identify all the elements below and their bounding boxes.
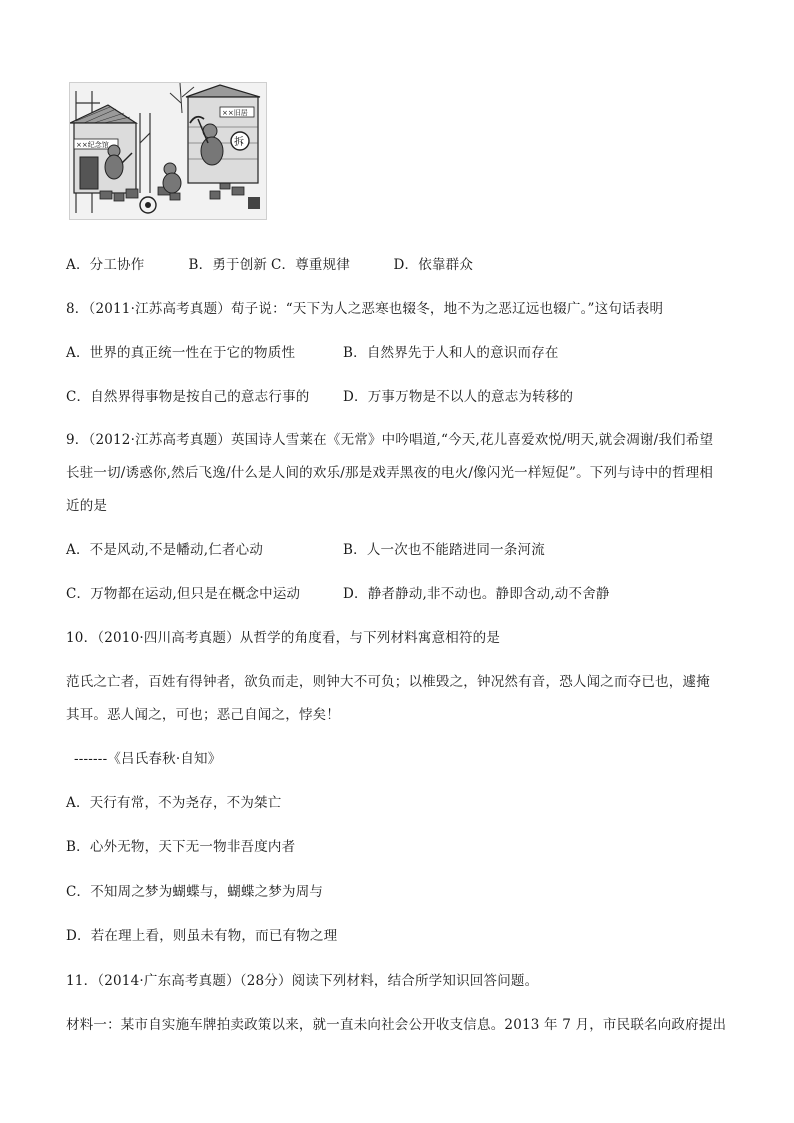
q8-option-d[interactable]: D．万事万物是不以人的意志为转移的 [343, 389, 574, 405]
q9-option-a[interactable]: A．不是风动,不是幡动,仁者心动 [66, 542, 264, 558]
q7-options [66, 256, 473, 274]
q10-option-a[interactable]: A．天行有常，不为尧存，不为桀亡 [66, 795, 282, 811]
q10-option-c[interactable]: C．不知周之梦为蝴蝶与，蝴蝶之梦为周与 [66, 884, 324, 900]
q10-source: -------《吕氏春秋·自知》 [74, 751, 222, 767]
q10-material-line-1: 范氏之亡者，百姓有得钟者，欲负而走，则钟大不可负；以椎毁之，钟况然有音，恐人闻之而夺已也，遽掩 [66, 674, 710, 690]
q9-stem-line-1: 9．（2012·江苏高考真题）英国诗人雪莱在《无常》中吟唱道,“今天,花儿喜爱欢悦/明天,就会凋谢/我们希望 [66, 432, 714, 448]
q7-option-b[interactable]: B．勇于创新 [188, 257, 268, 273]
q9-stem-line-3: 近的是 [66, 498, 108, 514]
q10-material-line-2: 其耳。恶人闻之，可也；恶己自闻之，悖矣！ [66, 707, 340, 723]
q9-stem-line-2: 长驻一切/诱惑你,然后飞逸/什么是人间的欢乐/那是戏弄黑夜的电火/像闪光一样短促”。下列与诗中的哲理相 [66, 465, 714, 481]
q8-option-c[interactable]: C．自然界得事物是按自己的意志行事的 [66, 389, 310, 405]
q9-option-d[interactable]: D．静者静动,非不动也。静即含动,动不舍静 [343, 586, 610, 602]
q8-option-b[interactable]: B．自然界先于人和人的意识而存在 [343, 345, 559, 361]
sign-right: ××旧居 [222, 109, 248, 117]
cartoon-illustration [69, 82, 267, 220]
q8-option-a[interactable]: A．世界的真正统一性在于它的物质性 [66, 345, 296, 361]
sign-left: ××纪念馆 [76, 141, 109, 149]
q9-option-c[interactable]: C．万物都在运动,但只是在概念中运动 [66, 586, 301, 602]
q11-stem: 11．（2014·广东高考真题）（28分）阅读下列材料，结合所学知识回答问题。 [66, 973, 539, 989]
q9-option-b[interactable]: B．人一次也不能踏进同一条河流 [343, 542, 545, 558]
q11-material-line-1: 材料一：某市自实施车牌拍卖政策以来，就一直未向社会公开收支信息。2013 年 7 月，市民联名向政府提出 [66, 1017, 727, 1033]
q7-option-c[interactable]: C．尊重规律 [271, 257, 351, 273]
q10-option-d[interactable]: D．若在理上看，则虽未有物，而已有物之理 [66, 928, 338, 944]
q10-option-b[interactable]: B．心外无物，天下无一物非吾度内者 [66, 839, 296, 855]
q7-option-d[interactable]: D．依靠群众 [393, 257, 474, 273]
q7-option-a[interactable]: A．分工协作 [66, 257, 145, 273]
q8-stem: 8．（2011·江苏高考真题）荀子说：“天下为人之恶寒也辍冬，地不为之恶辽远也辍广。”这句话表明 [66, 301, 664, 317]
demolish-stamp: 拆 [234, 137, 244, 148]
q10-stem: 10．（2010·四川高考真题）从哲学的角度看，与下列材料寓意相符的是 [66, 630, 501, 646]
